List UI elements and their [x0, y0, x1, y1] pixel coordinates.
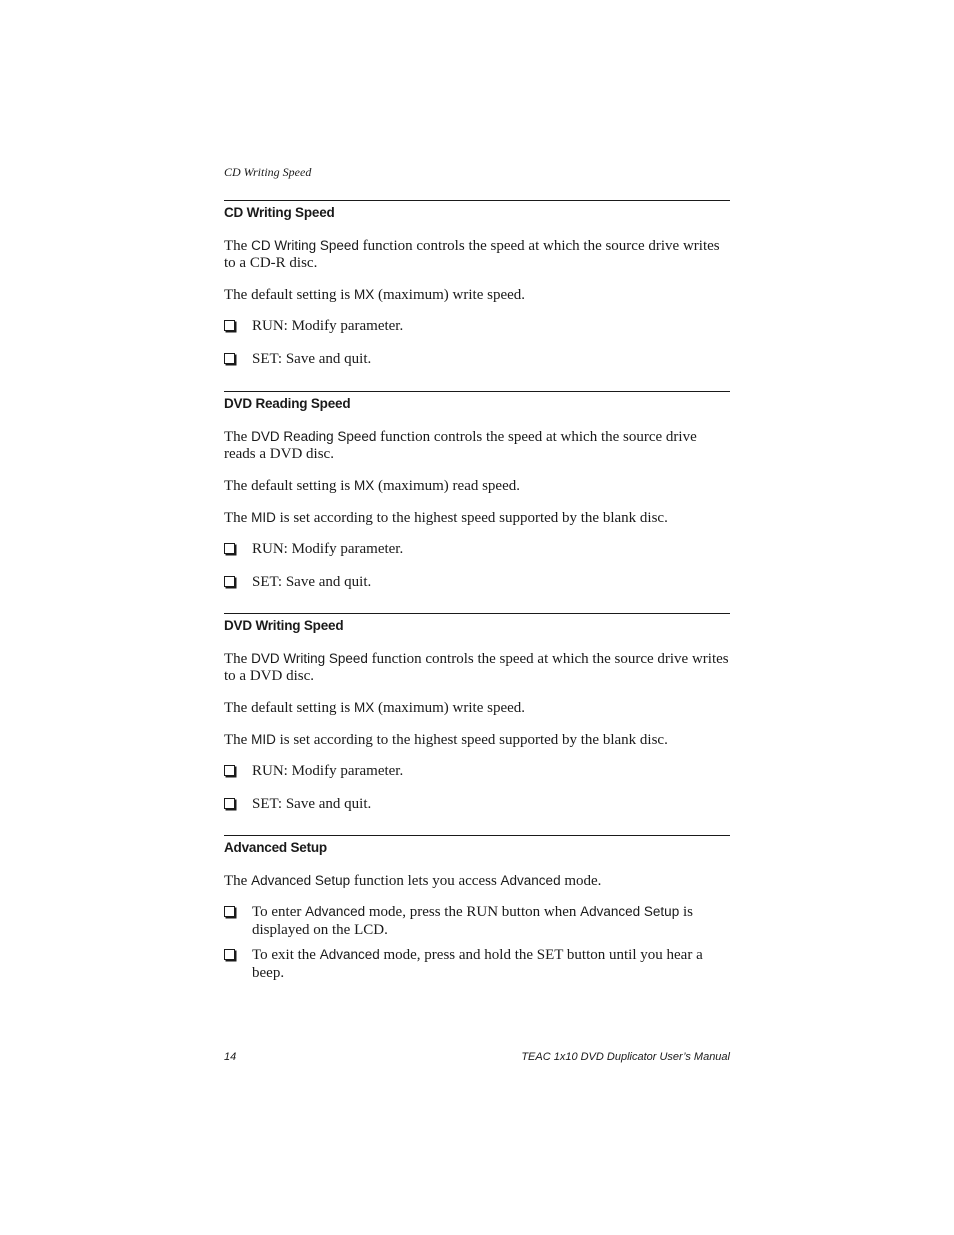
section-cd-writing-speed [224, 200, 730, 368]
paragraph: The CD Writing Speed function controls the speed at which the source drive writes to a CD-R disc. [224, 238, 720, 271]
section-rule [224, 391, 730, 392]
list-item: SET: Save and quit. [224, 573, 730, 591]
page-number: 14 [224, 1051, 237, 1063]
section-heading: DVD Writing Speed [224, 618, 344, 633]
paragraph: The MID is set according to the highest speed supported by the blank disc. [224, 510, 668, 526]
paragraph: The default setting is MX (maximum) read speed. [224, 478, 520, 494]
paragraph: The default setting is MX (maximum) write speed. [224, 287, 526, 303]
list-item: RUN: Modify parameter. [224, 317, 730, 335]
section-dvd-writing-speed [224, 613, 730, 813]
section-dvd-reading-speed [224, 391, 730, 591]
list-item: RUN: Modify parameter. [224, 540, 730, 558]
section-heading: CD Writing Speed [224, 205, 335, 220]
checkbox-bullet-icon [224, 543, 235, 554]
checkbox-bullet-icon [224, 949, 235, 960]
checkbox-bullet-icon [224, 765, 235, 776]
list-item: RUN: Modify parameter. [224, 762, 730, 780]
list-item: SET: Save and quit. [224, 350, 730, 368]
section-rule [224, 613, 730, 614]
paragraph: The default setting is MX (maximum) write speed. [224, 700, 526, 716]
checkbox-bullet-icon [224, 320, 235, 331]
paragraph: The DVD Reading Speed function controls the speed at which the source drive reads a DVD disc. [224, 429, 697, 462]
section-rule [224, 200, 730, 201]
checkbox-bullet-icon [224, 798, 235, 809]
checkbox-bullet-icon [224, 576, 235, 587]
section-advanced-setup [224, 835, 730, 982]
paragraph: The MID is set according to the highest speed supported by the blank disc. [224, 732, 668, 748]
running-head: CD Writing Speed [224, 165, 312, 179]
section-rule [224, 835, 730, 836]
checkbox-bullet-icon [224, 353, 235, 364]
paragraph: The DVD Writing Speed function controls the speed at which the source drive writes to a DVD disc. [224, 651, 729, 684]
checkbox-bullet-icon [224, 906, 235, 917]
paragraph: The Advanced Setup function lets you access Advanced mode. [224, 873, 602, 889]
list-item: To enter Advanced mode, press the RUN button when Advanced Setup is displayed on the LCD. [224, 903, 730, 939]
section-heading: DVD Reading Speed [224, 396, 351, 411]
manual-title: TEAC 1x10 DVD Duplicator User’s Manual [521, 1051, 730, 1063]
list-item: To exit the Advanced mode, press and hold the SET button until you hear a beep. [224, 946, 730, 982]
list-item: SET: Save and quit. [224, 795, 730, 813]
section-heading: Advanced Setup [224, 840, 327, 855]
